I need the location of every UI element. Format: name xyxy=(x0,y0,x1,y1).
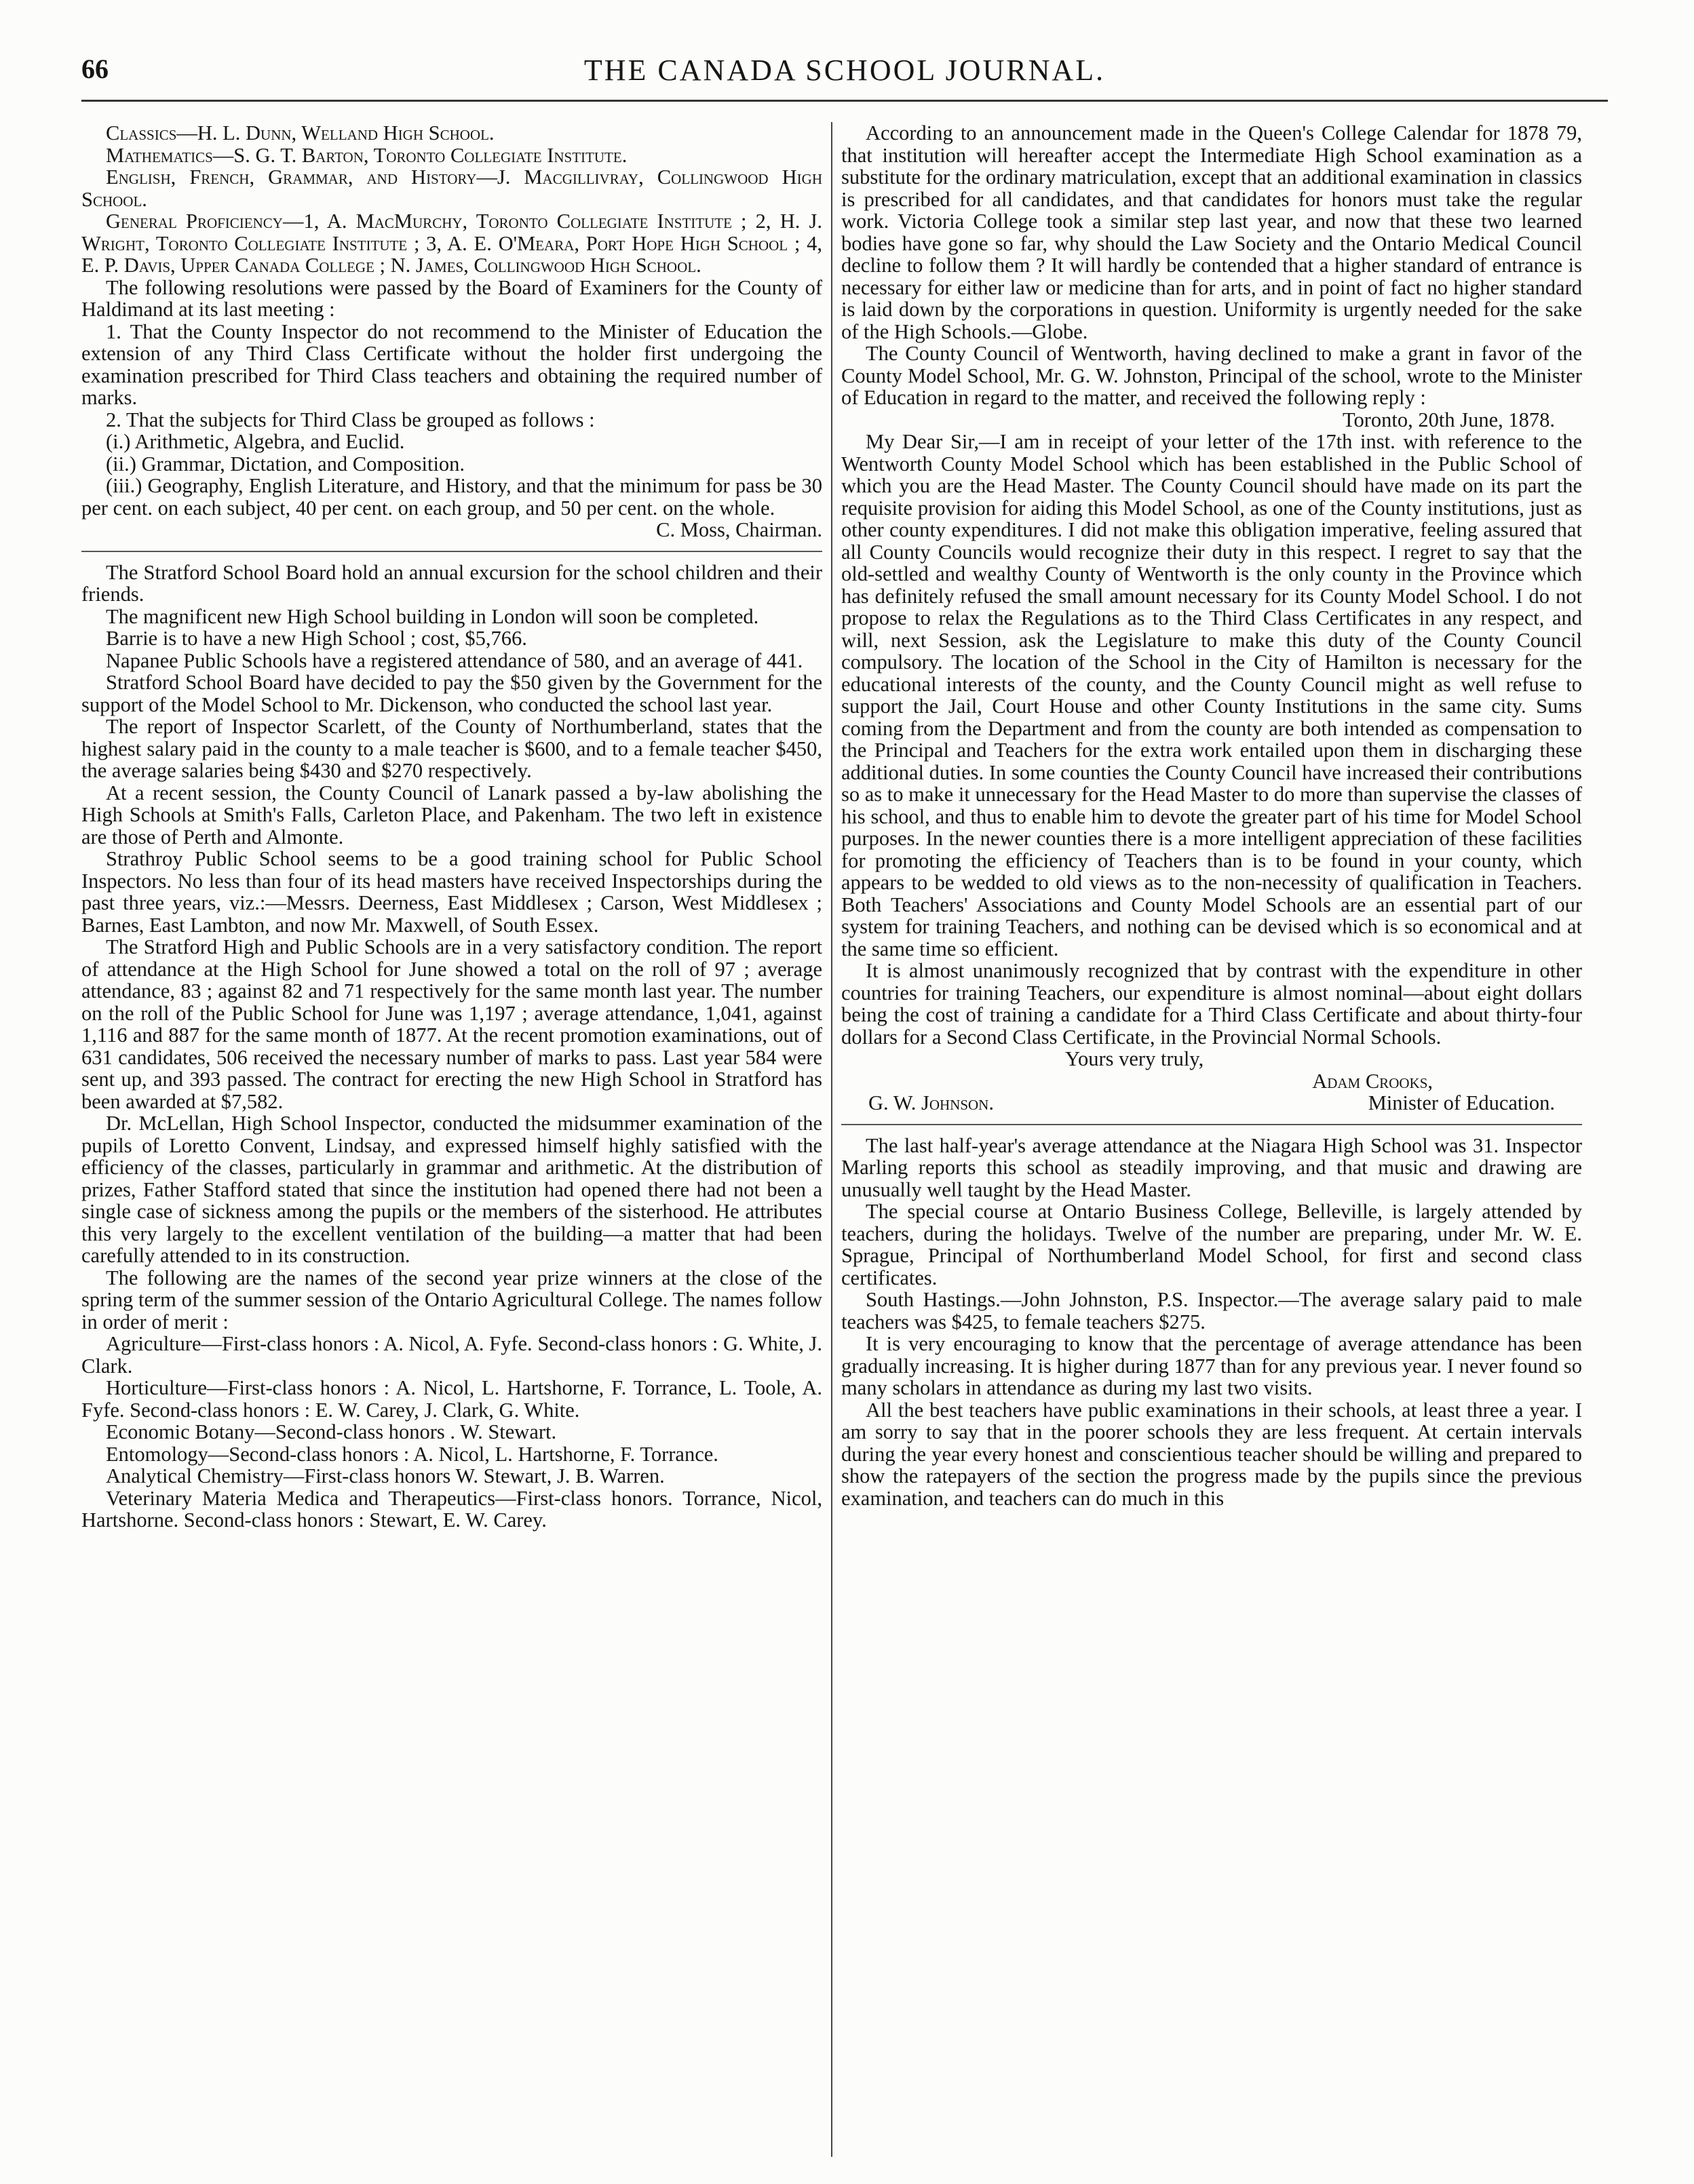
prize-entomology: Entomology—Second-class honors : A. Nicol, L. Hartshorne, F. Torrance. xyxy=(106,1442,718,1466)
column-divider xyxy=(831,122,832,2157)
news-scarlett-report: The report of Inspector Scarlett, of the County of Northumberland, states that the highest salary paid in the county to a male teacher is $600, and to a female teacher $450, the average salaries being $430 and $270 respectively. xyxy=(81,715,822,782)
letter-signatory: Adam Crooks, xyxy=(1312,1069,1433,1093)
resolution-group-i: (i.) Arithmetic, Algebra, and Euclid. xyxy=(106,430,405,453)
letter-body: My Dear Sir,—I am in receipt of your letter of the 17th inst. with reference to the Wentworth County Model School which has been established in the Public School of which you are the Head Master. The County Council should have made on its part the requisite provision for aiding this Model School, as one of the County institutions, just as other county expenditures. I did not make this obligation imperative, feeling assured that all County Councils would recognize their duty in this respect. I regret to say that the old-settled and wealthy County of Wentworth is the only county in the Province which has definitely refused the small amount necessary for its County Model School. I do not propose to relax the Regulations as to the Third Class Certificates in any respect, and will, next Session, ask the Legislature to make this duty of the County Council compulsory. The location of the School in the City of Hamilton is necessary for the educational interests of the county, and the County Council might as well refuse to support the Jail, Court House and other County Institutions in the same city. Sums coming from the Department and from the county are both intended as compensation to the Principal and Teachers for the extra work entailed upon them in discharging these additional duties. In some counties the County Council have increased their contributions so as to make it unnecessary for the Head Master to do more than supervise the classes of his school, and thus to enable him to devote the greater part of his time for Model School purposes. In the newer counties there is a more intelligent appreciation of these facilities for promoting the efficiency of Teachers than is to be found in your county, which appears to be wedded to old views as to the non-necessity of qualification in Teachers. Both Teachers' Associations and County Model Schools are an essential part of our system for training Teachers, and nothing can be devised which is so economical and at the same time so efficient. xyxy=(841,430,1582,960)
news-south-hastings: South Hastings.—John Johnston, P.S. Inspector.—The average salary paid to male teachers was $425, to female teachers $275. xyxy=(841,1288,1582,1333)
chairman-signature: C. Moss, Chairman. xyxy=(656,518,822,541)
header-rule xyxy=(81,100,1608,102)
prize-horticulture: Horticulture—First-class honors : A. Nicol, L. Hartshorne, F. Torrance, L. Toole, A. Fyfe. Second-class honors : E. W. Carey, J. Clark, G. White. xyxy=(81,1376,822,1422)
news-agricultural-college: The following are the names of the second year prize winners at the close of the spring term of the summer session of the Ontario Agricultural College. The names follow in order of merit : xyxy=(81,1266,822,1333)
prize-veterinary: Veterinary Materia Medica and Therapeutics—First-class honors. Torrance, Nicol, Hartshorne. Second-class honors : Stewart, E. W. Carey. xyxy=(81,1486,822,1532)
resolution-group-ii: (ii.) Grammar, Dictation, and Composition. xyxy=(106,452,465,475)
news-queens-college: According to an announcement made in the Queen's College Calendar for 1878 79, that institution will hereafter accept the Intermediate High School examination as a substitute for the ordinary matriculation, except that an additional examination in classics is prescribed for all candidates, and that candidates for honors must take the regular work. Victoria College took a similar step last year, and now that these two learned bodies have gone so far, why should the Law Society and the Ontario Medical Council decline to follow them ? It will hardly be contended that a higher standard of entrance is necessary for either law or medicine than for arts, and in point of fact no higher standard is laid down by the corporations in question. Uniformity is urgently needed for the sake of the High Schools.—Globe. xyxy=(841,121,1582,343)
section-divider-right xyxy=(841,1124,1582,1125)
right-column xyxy=(841,122,1582,1509)
letter-date: Toronto, 20th June, 1878. xyxy=(1342,408,1555,431)
page-header xyxy=(81,53,1608,94)
news-attendance: It is very encouraging to know that the percentage of average attendance has been gradually increasing. It is higher during 1877 than for any previous year. I never found so many scholars in attendance as during my last two visits. xyxy=(841,1332,1582,1399)
news-niagara: The last half-year's average attendance at the Niagara High School was 31. Inspector Marling reports this school as steadily improving, and that music and drawing are unusually well taught by the Head Master. xyxy=(841,1133,1582,1201)
prize-classics: Classics—H. L. Dunn, Welland High School. xyxy=(106,121,495,144)
section-divider xyxy=(81,551,822,552)
resolution-group-iii: (iii.) Geography, English Literature, and History, and that the minimum for pass be 30 per cent. on each subject, 40 per cent. on each group, and 50 per cent. on the whole. xyxy=(81,474,822,520)
resolution-2: 2. That the subjects for Third Class be grouped as follows : xyxy=(106,408,595,431)
letter-recipient: G. W. Johnson. xyxy=(868,1091,994,1114)
news-belleville: The special course at Ontario Business College, Belleville, is largely attended by teachers, during the holidays. Twelve of the number are preparing, under Mr. W. E. Sprague, Principal of Northumberland Model School, for first and second class certificates. xyxy=(841,1200,1582,1289)
left-column xyxy=(81,122,822,1532)
news-stratford-board: Stratford School Board have decided to pay the $50 given by the Government for the support of the Model School to Mr. Dickenson, who conducted the school last year. xyxy=(81,671,822,716)
news-wentworth: The County Council of Wentworth, having declined to make a grant in favor of the County Model School, Mr. G. W. Johnston, Principal of the school, wrote to the Minister of Education in regard to the matter, and received the following reply : xyxy=(841,342,1582,409)
prize-general-proficiency: General Proficiency—1, A. MacMurchy, Toronto Collegiate Institute ; 2, H. J. Wright, Toronto Collegiate Institute ; 3, A. E. O'Meara, Port Hope High School ; 4, E. P. Davis, Upper Canada College ; N. James, Collingwood High School. xyxy=(81,210,822,277)
prize-agriculture: Agriculture—First-class honors : A. Nicol, A. Fyfe. Second-class honors : G. White, J. Clark. xyxy=(81,1332,822,1378)
news-examinations: All the best teachers have public examinations in their schools, at least three a year. I am sorry to say that in the poorer schools they are less frequent. At certain intervals during the year every honest and conscientious teacher should be willing and prepared to show the ratepayers of the section the progress made by the pupils since the previous examination, and teachers can do much in this xyxy=(841,1398,1582,1510)
prize-english: English, French, Grammar, and History—J. Macgillivray, Collingwood High School. xyxy=(81,165,822,211)
prize-economic-botany: Economic Botany—Second-class honors . W. Stewart. xyxy=(106,1420,557,1443)
signatory-title: Minister of Education. xyxy=(1368,1091,1555,1114)
news-london-high-school: The magnificent new High School building in London will soon be completed. xyxy=(106,604,759,628)
letter-signature-row xyxy=(841,1092,1582,1114)
news-mclellan: Dr. McLellan, High School Inspector, conducted the midsummer examination of the pupils of Loretto Convent, Lindsay, and expressed himself highly satisfied with the efficiency of the classes, particularly in grammar and arithmetic. At the distribution of prizes, Father Stafford stated that since the institution had opened there had not been a single case of sickness among the pupils or the members of the sisterhood. He attributes this very largely to the excellent ventilation of the building—a matter that had been carefully attended to in its construction. xyxy=(81,1112,822,1267)
page-number: 66 xyxy=(81,54,109,84)
haldimand-intro: The following resolutions were passed by the Board of Examiners for the County of Haldimand at its last meeting : xyxy=(81,275,822,321)
letter-body-2: It is almost unanimously recognized that by contrast with the expenditure in other countries for training Teachers, our expenditure is almost nominal—about eight dollars being the cost of training a candidate for a Third Class Certificate and about thirty-four dollars for a Second Class Certificate, in the Provincial Normal Schools. xyxy=(841,959,1582,1049)
news-stratford-excursion: The Stratford School Board hold an annual excursion for the school children and their friends. xyxy=(81,560,822,606)
letter-closing: Yours very truly, xyxy=(1065,1047,1204,1070)
news-strathroy: Strathroy Public School seems to be a good training school for Public School Inspectors. No less than four of its head masters have received Inspectorships during the past three years, viz.:—Messrs. Deerness, East Middlesex ; Carson, West Middlesex ; Barnes, East Lambton, and now Mr. Maxwell, of South Essex. xyxy=(81,847,822,937)
resolution-1: 1. That the County Inspector do not recommend to the Minister of Education the extension of any Third Class Certificate without the holder first undergoing the examination prescribed for Third Class teachers and obtaining the required number of marks. xyxy=(81,319,822,409)
news-stratford-schools: The Stratford High and Public Schools are in a very satisfactory condition. The report of attendance at the High School for June showed a total on the roll of 97 ; average attendance, 83 ; against 82 and 71 respectively for the same month last year. The number on the roll of the Public School for June was 1,197 ; average attendance, 1,041, against 1,116 and 887 for the same month of 1877. At the recent promotion examinations, out of 631 candidates, 506 received the necessary number of marks to pass. Last year 584 were sent up, and 393 passed. The contract for erecting the new High School in Stratford has been awarded at $7,582. xyxy=(81,935,822,1113)
news-lanark: At a recent session, the County Council of Lanark passed a by-law abolishing the High Schools at Smith's Falls, Carleton Place, and Pakenham. The two left in existence are those of Perth and Almonte. xyxy=(81,781,822,849)
journal-title: THE CANADA SCHOOL JOURNAL. xyxy=(583,54,1106,87)
prize-analytical-chemistry: Analytical Chemistry—First-class honors W. Stewart, J. B. Warren. xyxy=(106,1464,665,1487)
news-napanee: Napanee Public Schools have a registered attendance of 580, and an average of 441. xyxy=(106,648,803,672)
news-barrie: Barrie is to have a new High School ; cost, $5,766. xyxy=(106,627,527,650)
prize-mathematics: Mathematics—S. G. T. Barton, Toronto Collegiate Institute. xyxy=(106,143,628,167)
